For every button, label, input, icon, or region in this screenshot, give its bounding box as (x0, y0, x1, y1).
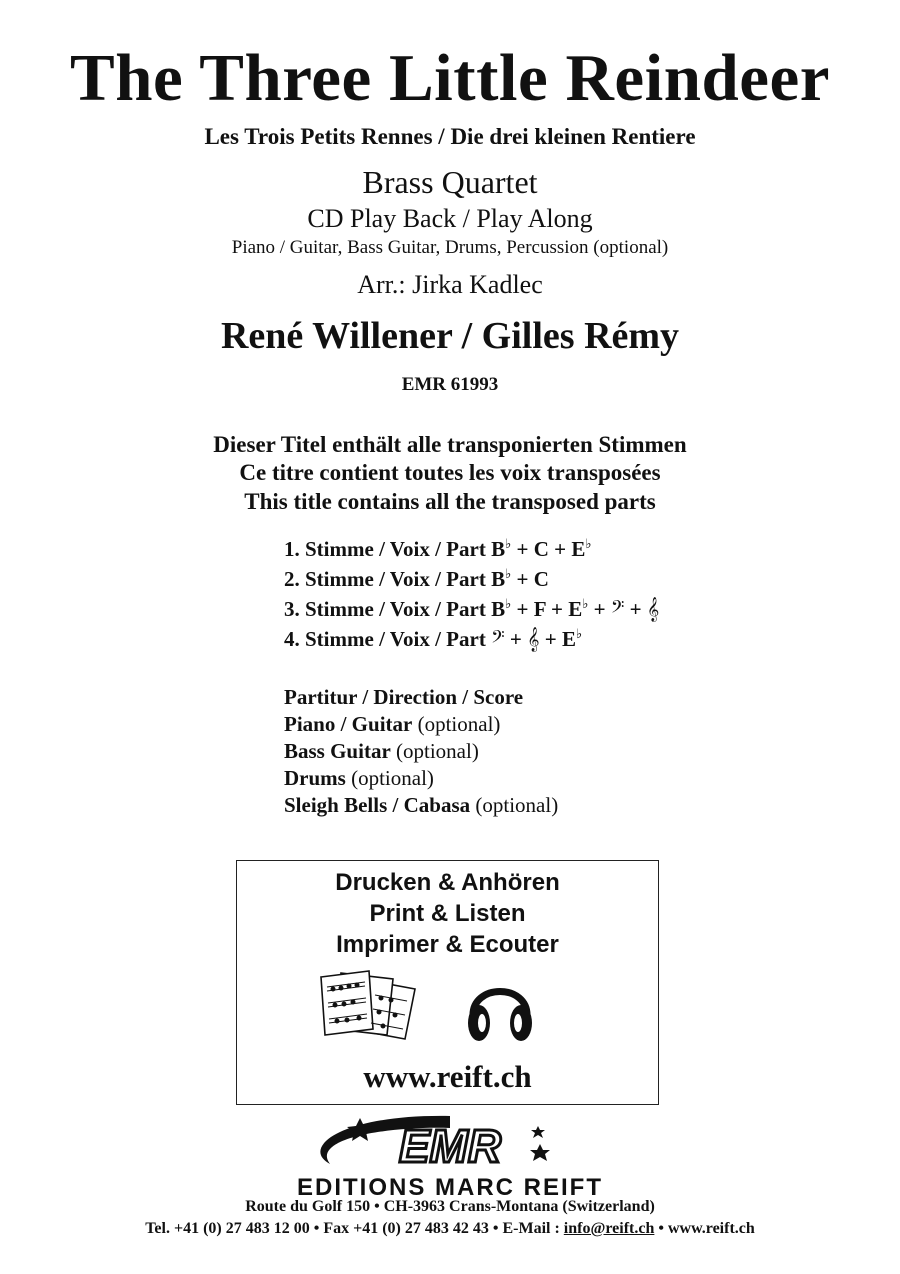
score-item-label: Partitur / Direction / Score (284, 685, 524, 709)
flat-icon: ♭ (582, 596, 589, 611)
plus: + (509, 627, 522, 651)
flat-icon: ♭ (585, 536, 592, 551)
part-label: 3. Stimme / Voix / Part (284, 597, 486, 621)
emr-logo (300, 1108, 600, 1174)
score-item-note: (optional) (351, 766, 434, 790)
sheet-music-icon (317, 969, 419, 1041)
contact-website[interactable]: • www.reift.ch (654, 1220, 755, 1237)
logo-text: EMR (398, 1120, 502, 1172)
part-4 (284, 626, 659, 656)
promo-url[interactable]: www.reift.ch (363, 1059, 532, 1094)
ensemble: Brass Quartet (362, 164, 538, 200)
publisher-contact (0, 1220, 900, 1238)
subtitle: Les Trois Petits Rennes / Die drei kleinen Rentiere (204, 124, 696, 149)
headphones-icon (465, 969, 535, 1049)
promo-line-fr: Imprimer & Ecouter (336, 931, 559, 958)
score-item-label: Piano / Guitar (284, 712, 413, 736)
composers: René Willener / Gilles Rémy (220, 315, 680, 357)
parts-list (284, 536, 659, 656)
catalog-code: EMR 61993 (401, 374, 499, 395)
score-item-label: Drums (284, 766, 346, 790)
score-item (284, 739, 558, 766)
key-b: B (491, 567, 506, 591)
key-e: E (561, 627, 576, 651)
treble-clef-icon: 𝄞 (646, 597, 660, 621)
playback-note: CD Play Back / Play Along (307, 204, 593, 233)
key-c: C (533, 537, 549, 561)
plus: + (554, 537, 567, 561)
contact-phone-fax: Tel. +41 (0) 27 483 12 00 • Fax +41 (0) 27 483 42 43 • E-Mail : (145, 1220, 564, 1237)
print-listen-box (236, 860, 659, 1105)
publisher-address: Route du Golf 150 • CH-3963 Crans-Montana (Switzerland) (245, 1198, 655, 1215)
key-b: B (491, 597, 506, 621)
flat-icon: ♭ (505, 566, 512, 581)
rhythm-section: Piano / Guitar, Bass Guitar, Drums, Percussion (optional) (231, 237, 669, 258)
key-f: F (533, 597, 546, 621)
score-item (284, 685, 558, 712)
promo-line-en: Print & Listen (369, 900, 526, 927)
part-label: 1. Stimme / Voix / Part (284, 537, 486, 561)
score-item-note: (optional) (475, 793, 559, 817)
plus: + (516, 567, 529, 591)
score-item-label: Bass Guitar (284, 739, 391, 763)
plus: + (544, 627, 557, 651)
promo-line-de: Drucken & Anhören (335, 869, 560, 896)
flat-icon: ♭ (505, 596, 512, 611)
page-title: The Three Little Reindeer (70, 41, 830, 115)
email-link[interactable]: info@reift.ch (563, 1220, 655, 1237)
key-e: E (571, 537, 586, 561)
bass-clef-icon: 𝄢 (610, 597, 625, 621)
part-1 (284, 536, 659, 566)
plus: + (551, 597, 563, 621)
transposed-note-en: This title contains all the transposed parts (244, 489, 656, 514)
part-label: 4. Stimme / Voix / Part (284, 627, 486, 651)
flat-icon: ♭ (575, 626, 583, 641)
plus: + (593, 597, 606, 621)
part-2 (284, 566, 659, 596)
key-b: B (491, 537, 506, 561)
flat-icon: ♭ (505, 536, 512, 551)
part-3 (284, 596, 659, 626)
bass-clef-icon: 𝄢 (491, 627, 505, 651)
score-item-note: (optional) (396, 739, 479, 763)
plus: + (516, 597, 529, 621)
key-c: C (533, 567, 549, 591)
score-item (284, 712, 558, 739)
plus: + (629, 597, 642, 621)
score-item-note: (optional) (417, 712, 501, 736)
treble-clef-icon: 𝄞 (527, 627, 540, 651)
transposed-note-de: Dieser Titel enthält alle transponierten Stimmen (213, 432, 687, 457)
arranger: Arr.: Jirka Kadlec (357, 270, 543, 299)
key-e: E (568, 597, 583, 621)
score-list (284, 685, 558, 820)
score-item (284, 766, 558, 793)
score-item (284, 793, 558, 820)
publisher-name: EDITIONS MARC REIFT (297, 1174, 603, 1201)
transposed-note-fr: Ce titre contient toutes les voix transposées (239, 460, 661, 485)
plus: + (516, 537, 529, 561)
part-label: 2. Stimme / Voix / Part (284, 567, 486, 591)
score-item-label: Sleigh Bells / Cabasa (284, 793, 471, 817)
